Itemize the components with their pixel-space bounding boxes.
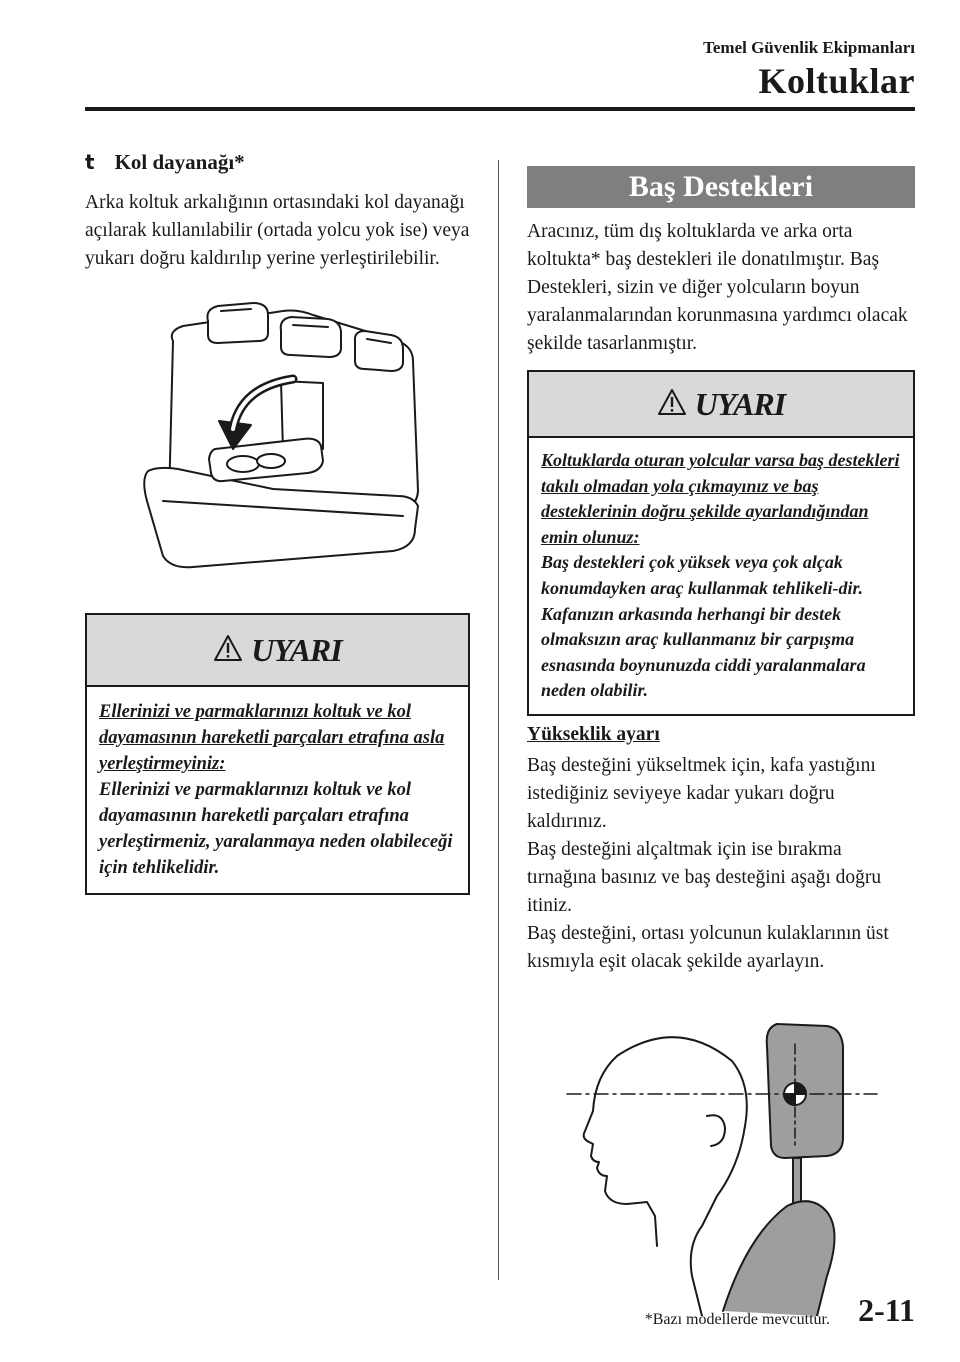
rear-seat-armrest-illustration <box>123 301 433 571</box>
warning-body <box>529 438 913 714</box>
column-divider <box>498 160 499 1280</box>
warning-triangle-icon <box>213 634 243 667</box>
height-adjust-p3: Baş desteğini, ortası yolcunun kulaklarının üst kısmıyla eşit olacak şekilde ayarlayın. <box>527 922 889 972</box>
warning-text: Ellerinizi ve parmaklarınızı koltuk ve kol dayamasının hareketli parçaları etrafına yerleştirmeniz, yaralanmaya neden olabileceği için tehlikelidir. <box>99 780 453 878</box>
warning-header <box>87 615 468 687</box>
warning-title: UYARI <box>251 631 342 668</box>
page-number: 2-11 <box>858 1292 915 1328</box>
height-adjust-heading: Yükseklik ayarı <box>527 723 660 745</box>
header-rule <box>85 107 915 111</box>
warning-lead: Ellerinizi ve parmaklarınızı koltuk ve kol dayamasının hareketli parçaları etrafına asla yerleştirmeyiniz: <box>99 702 445 774</box>
headrests-band: Baş Destekleri <box>527 166 915 208</box>
warning-triangle-icon <box>657 388 687 421</box>
head-restraint-illustration <box>527 1016 915 1316</box>
left-column <box>85 150 470 895</box>
armrest-paragraph: Arka koltuk arkalığının ortasındaki kol dayanağı açılarak kullanılabilir (ortada yolcu yok ise) veya yukarı doğru kaldırılıp yerine yerleştirilebilir. <box>85 192 470 269</box>
headrests-paragraph: Aracınız, tüm dış koltuklarda ve arka orta koltukta* baş destekleri ile donatılmıştır. Baş Destekleri, sizin ve diğer yolcuların boyun yaralanmalarından korunmasına yardımcı olacak şekilde tasarlanmıştır. <box>527 221 908 354</box>
warning-box-armrest <box>85 613 470 895</box>
warning-text: Baş destekleri çok yüksek veya çok alçak konumdayken araç kullanmak tehlikeli-dir. Kafanızın arkasında herhangi bir destek olmaksızın araç kullanmanız bir çarpışma esnasında boynunuzda ciddi yaralanmalara neden olabilir. <box>541 552 866 701</box>
height-adjust-p1: Baş desteğini yükseltmek için, kafa yastığını istediğiniz seviyeye kadar yukarı doğru kaldırınız. <box>527 754 876 832</box>
bullet-marker: t <box>85 150 95 174</box>
page-title: Koltuklar <box>758 61 915 101</box>
warning-box-headrests <box>527 370 915 716</box>
warning-header <box>529 372 913 438</box>
right-column <box>527 166 915 1316</box>
section-label: Temel Güvenlik Ekipmanları <box>703 38 915 57</box>
warning-title: UYARI <box>694 385 786 422</box>
height-adjust-p2: Baş desteğini alçaltmak için ise bırakma tırnağına basınız ve baş desteğini aşağı doğru itiniz. <box>527 838 882 916</box>
footer-note: *Bazı modellerde mevcuttur. <box>644 1311 830 1328</box>
warning-body <box>87 687 468 893</box>
warning-lead: Koltuklarda oturan yolcular varsa baş destekleri takılı olmadan yola çıkmayınız ve baş desteklerinin doğru şekilde ayarlandığından emin olunuz: <box>541 450 900 547</box>
armrest-heading-text: Kol dayanağı* <box>114 150 245 174</box>
armrest-heading <box>85 150 470 175</box>
